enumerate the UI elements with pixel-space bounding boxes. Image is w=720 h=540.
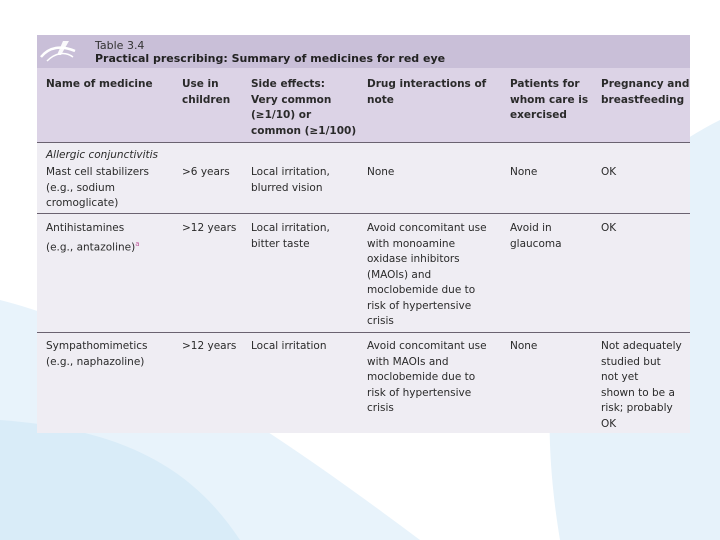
header-use-in-children: Use in children bbox=[182, 78, 231, 106]
cell-pregnancy: OK bbox=[601, 166, 617, 178]
header-side-effects: Side effects: Very common (≥1/10) or common (≥1/100) bbox=[251, 78, 357, 137]
cell-side-effects: Local irritation, blurred vision bbox=[251, 166, 330, 194]
table-title-band bbox=[37, 35, 690, 68]
cell-interactions: Avoid concomitant use with MAOIs and moclobemide due to risk of hypertensive crisis bbox=[367, 340, 487, 414]
cell-children: >6 years bbox=[182, 166, 230, 178]
cell-children: >12 years bbox=[182, 340, 237, 352]
section-label: Allergic conjunctivitis bbox=[46, 149, 159, 161]
cell-medicine-name: Sympathomimetics (e.g., naphazoline) bbox=[46, 340, 148, 368]
row-divider bbox=[37, 213, 690, 214]
cell-children: >12 years bbox=[182, 222, 237, 234]
table-number: Table 3.4 bbox=[95, 39, 145, 52]
header-divider bbox=[37, 142, 690, 143]
cell-side-effects: Local irritation, bitter taste bbox=[251, 222, 330, 250]
row-divider bbox=[37, 332, 690, 333]
cell-caution: None bbox=[510, 166, 538, 178]
table-title: Practical prescribing: Summary of medicines for red eye bbox=[95, 52, 446, 65]
cell-medicine-name-text: Antihistamines (e.g., antazoline) bbox=[46, 222, 136, 253]
cell-interactions: Avoid concomitant use with monoamine oxidase inhibitors (MAOIs) and moclobemide due to risk of hypertensive crisis bbox=[367, 222, 487, 327]
header-patients-care: Patients for whom care is exercised bbox=[510, 78, 589, 121]
cell-caution: Avoid in glaucoma bbox=[510, 222, 562, 250]
cell-medicine-name: Mast cell stabilizers (e.g., sodium cromoglicate) bbox=[46, 166, 150, 209]
cell-pregnancy: OK bbox=[601, 222, 617, 234]
table-document bbox=[37, 35, 690, 433]
table-header-row bbox=[37, 68, 690, 142]
cell-interactions: None bbox=[367, 166, 395, 178]
cell-pregnancy: Not adequately studied but not yet shown to be a risk; probably OK bbox=[601, 340, 682, 430]
cell-caution: None bbox=[510, 340, 538, 352]
header-name-of-medicine: Name of medicine bbox=[46, 78, 153, 90]
header-pregnancy: Pregnancy and breastfeeding bbox=[601, 78, 690, 106]
prescription-pen-icon bbox=[39, 37, 77, 65]
footnote-marker: a bbox=[135, 239, 140, 248]
cell-medicine-name bbox=[46, 221, 140, 256]
cell-side-effects: Local irritation bbox=[251, 340, 327, 352]
header-drug-interactions: Drug interactions of note bbox=[367, 78, 487, 106]
